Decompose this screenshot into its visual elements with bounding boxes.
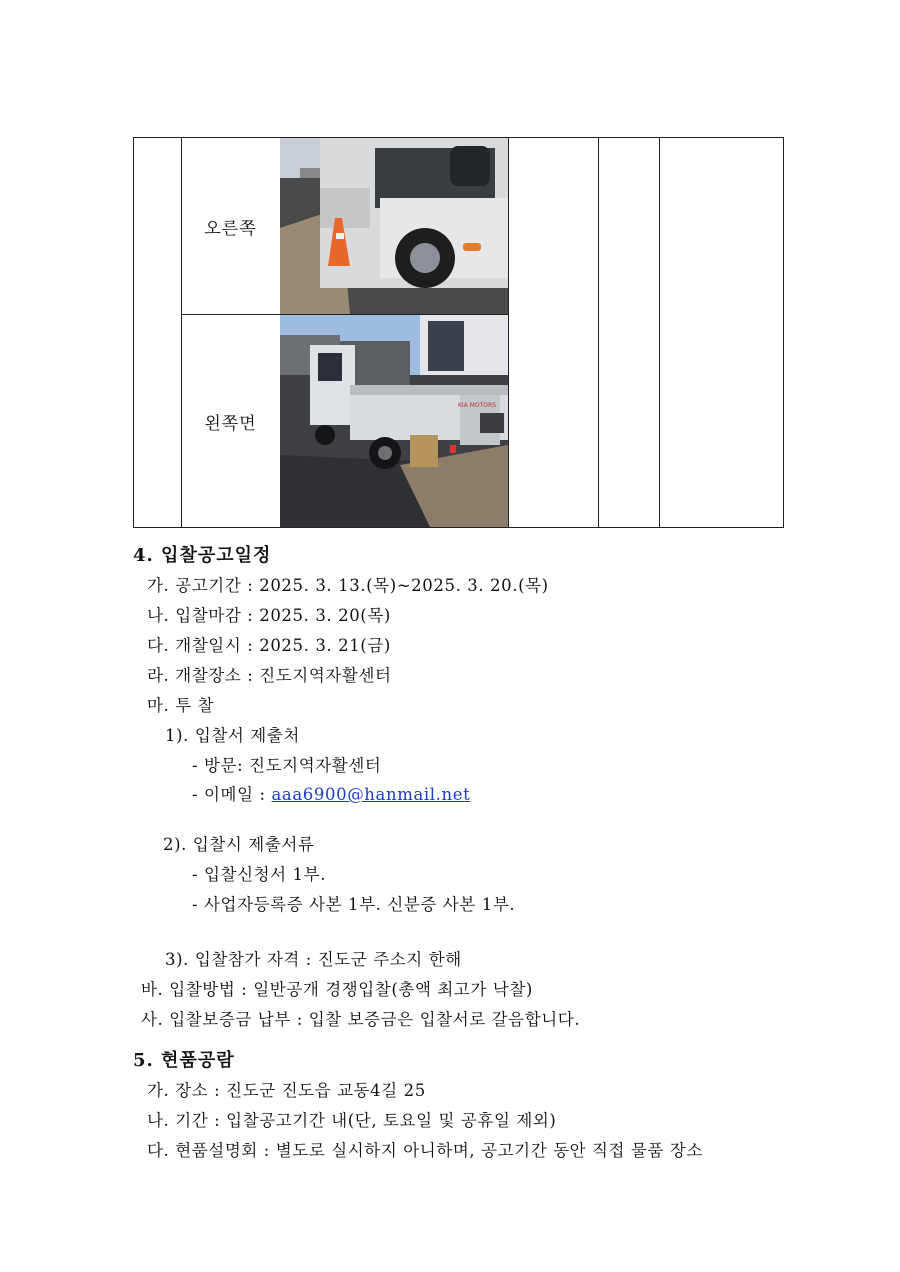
- email-link[interactable]: aaa6900@hanmail.net: [271, 785, 471, 804]
- table-col-divider: [508, 138, 509, 527]
- section-4-item-ga: 가. 공고기간 : 2025. 3. 13.(목)~2025. 3. 20.(목): [147, 576, 549, 595]
- section-5-item-ga: 가. 장소 : 진도군 진도읍 교동4길 25: [147, 1081, 426, 1100]
- row-label-right: 오른쪽: [204, 218, 257, 239]
- photo-table: [133, 137, 784, 528]
- sub1-email-prefix: - 이메일 :: [192, 785, 272, 804]
- section-5-item-na: 나. 기간 : 입찰공고기간 내(단, 토요일 및 공휴일 제외): [147, 1111, 557, 1130]
- section-4-title: 4. 입찰공고일정: [133, 545, 272, 566]
- sub2-doc1: - 입찰신청서 1부.: [192, 865, 327, 884]
- section-4-item-sa: 사. 입찰보증금 납부 : 입찰 보증금은 입찰서로 갈음합니다.: [141, 1010, 581, 1029]
- sub1-visit: - 방문: 진도지역자활센터: [192, 756, 382, 775]
- sub3-qualification: 3). 입찰참가 자격 : 진도군 주소지 한해: [165, 950, 462, 969]
- sub1-title: 1). 입찰서 제출처: [165, 726, 300, 745]
- sub2-title: 2). 입찰시 제출서류: [163, 835, 315, 854]
- section-5-item-da: 다. 현품설명회 : 별도로 실시하지 아니하며, 공고기간 동안 직접 물품 장소: [147, 1141, 703, 1160]
- truck-right-side-photo-icon: [280, 138, 508, 314]
- table-col-divider: [659, 138, 660, 527]
- section-5-title: 5. 현품공람: [133, 1050, 235, 1071]
- section-4-item-ba: 바. 입찰방법 : 일반공개 경쟁입찰(총액 최고가 낙찰): [141, 980, 533, 999]
- row-label-left: 왼쪽면: [204, 413, 257, 434]
- truck-plate-text: KIA MOTORS: [458, 402, 496, 409]
- table-col-divider: [598, 138, 599, 527]
- truck-left-side-photo-icon: [280, 315, 508, 527]
- section-4-item-da: 다. 개찰일시 : 2025. 3. 21(금): [147, 636, 391, 655]
- section-4-item-na: 나. 입찰마감 : 2025. 3. 20(목): [147, 606, 391, 625]
- section-4-item-ma: 마. 투 찰: [147, 696, 215, 715]
- section-4-item-ra: 라. 개찰장소 : 진도지역자활센터: [147, 666, 392, 685]
- sub2-doc2: - 사업자등록증 사본 1부. 신분증 사본 1부.: [192, 895, 516, 914]
- sub1-email-line: [192, 781, 470, 805]
